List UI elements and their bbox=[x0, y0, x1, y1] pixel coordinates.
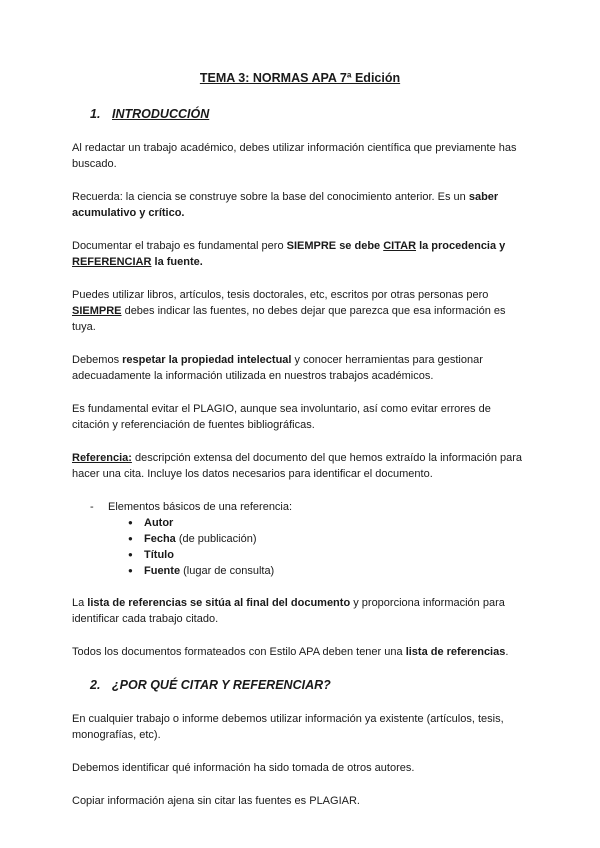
list-intro: - Elementos básicos de una referencia: bbox=[90, 501, 293, 513]
reference-definition: Referencia: descripción extensa del documento del que hemos extraído la información para hacer una cita. Incluye los datos necesarios para identificar el documento. bbox=[72, 452, 523, 480]
section-2-title: ¿POR QUÉ CITAR Y REFERENCIAR? bbox=[112, 678, 331, 692]
section-1-title: INTRODUCCIÓN bbox=[112, 107, 210, 121]
intro-paragraph-2: Recuerda: la ciencia se construye sobre la base del conocimiento anterior. Es un saber acumulativo y crítico. bbox=[72, 191, 499, 219]
section-2-paragraph-2: Debemos identificar qué información ha sido tomada de otros autores. bbox=[72, 762, 415, 774]
intro-paragraph-3: Documentar el trabajo es fundamental pero SIEMPRE se debe CITAR la procedencia y REFERENCIAR la fuente. bbox=[72, 240, 506, 268]
document-page bbox=[72, 70, 528, 826]
bullet-list bbox=[72, 515, 528, 579]
intro-paragraph-1: Al redactar un trabajo académico, debes utilizar información científica que previamente has buscado. bbox=[72, 142, 517, 170]
document-title: TEMA 3: NORMAS APA 7ª Edición bbox=[199, 71, 401, 85]
intro-paragraph-9: Todos los documentos formateados con Estilo APA deben tener una lista de referencias. bbox=[72, 646, 509, 658]
intro-paragraph-5: Debemos respetar la propiedad intelectual y conocer herramientas para gestionar adecuadamente la información utilizada en nuestros trabajos académicos. bbox=[72, 354, 483, 382]
section-1-heading bbox=[72, 106, 528, 122]
reference-elements-list bbox=[72, 499, 528, 579]
section-2-paragraph-1: En cualquier trabajo o informe debemos utilizar información ya existente (artículos, tesis, monografías, etc). bbox=[72, 713, 504, 741]
list-item: ● Fuente (lugar de consulta) bbox=[128, 563, 528, 579]
list-item: ● Fecha (de publicación) bbox=[128, 531, 528, 547]
section-1-number: 1. bbox=[90, 107, 101, 121]
section-2-heading bbox=[72, 677, 528, 693]
section-2-number: 2. bbox=[90, 678, 101, 692]
list-item: ● Título bbox=[128, 547, 528, 563]
list-item: ● Autor bbox=[128, 515, 528, 531]
section-2-paragraph-3: Copiar información ajena sin citar las fuentes es PLAGIAR. bbox=[72, 795, 360, 807]
intro-paragraph-4: Puedes utilizar libros, artículos, tesis doctorales, etc, escritos por otras personas pero SIEMPRE debes indicar las fuentes, no debes dejar que parezca que esa información es tuya. bbox=[72, 289, 506, 333]
intro-paragraph-6: Es fundamental evitar el PLAGIO, aunque sea involuntario, así como evitar errores de citación y referenciación de fuentes bibliográficas. bbox=[72, 403, 491, 431]
intro-paragraph-8: La lista de referencias se sitúa al final del documento y proporciona información para identificar cada trabajo citado. bbox=[72, 597, 505, 625]
